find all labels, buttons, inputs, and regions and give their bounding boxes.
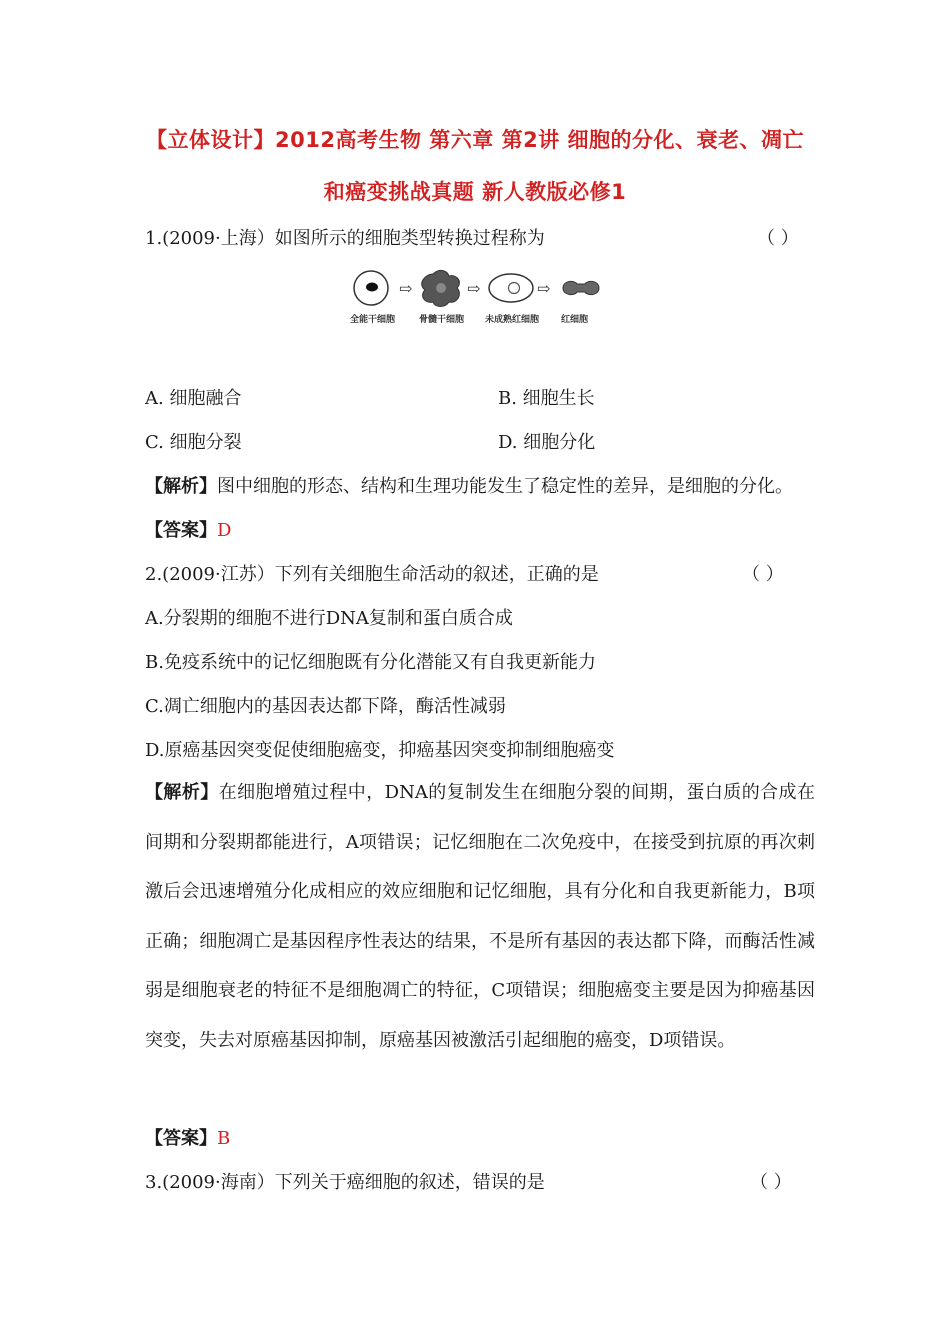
- analysis-tag: 【解析】: [145, 476, 217, 497]
- cell-nucleus-icon: [436, 283, 446, 293]
- answer-tag: 【答案】: [145, 1128, 217, 1149]
- figure-label-immature-red-blood-cell: 未成熟红细胞: [485, 315, 540, 325]
- question-2-option-b: B.免疫系统中的记忆细胞既有分化潜能又有自我更新能力: [145, 652, 596, 673]
- question-2-stem: 2.(2009·江苏）下列有关细胞生命活动的叙述，正确的是: [145, 564, 599, 585]
- cell-nucleus-icon: [366, 283, 378, 292]
- question-1-stem: 1.(2009·上海）如图所示的细胞类型转换过程称为: [145, 228, 545, 249]
- cell-nucleus-icon: [509, 283, 520, 294]
- arrow-icon: ⇨: [399, 279, 413, 298]
- cell-transformation-diagram: [347, 262, 607, 328]
- answer-tag: 【答案】: [145, 520, 217, 541]
- arrow-icon: ⇨: [537, 279, 551, 298]
- analysis-text: 在细胞增殖过程中，DNA的复制发生在细胞分裂的间期，蛋白质的合成在间期和分裂期都能进行，A项错误；记忆细胞在二次免疫中，在接受到抗原的再次刺激后会迅速增殖分化成相应的效应细胞和记忆细胞，具有分化和自我更新能力，B项正确；细胞凋亡是基因程序性表达的结果，不是所有基因的表达都下降，而酶活性减弱是细胞衰老的特征不是细胞凋亡的特征，C项错误；细胞癌变主要是因为抑癌基因突变，失去对原癌基因抑制，原癌基因被激活引起细胞的癌变，D项错误。: [145, 782, 815, 1051]
- question-1-option-d: D. 细胞分化: [498, 432, 596, 453]
- answer-value: D: [217, 520, 232, 541]
- analysis-tag: 【解析】: [145, 782, 219, 803]
- analysis-text: 图中细胞的形态、结构和生理功能发生了稳定性的差异，是细胞的分化。: [217, 476, 793, 497]
- figure-label-red-blood-cell: 红细胞: [561, 315, 589, 325]
- question-2-answer: [145, 1124, 230, 1150]
- question-2-option-c: C.凋亡细胞内的基因表达都下降，酶活性减弱: [145, 696, 506, 717]
- question-1-option-b: B. 细胞生长: [498, 388, 595, 409]
- question-1-option-c: C. 细胞分裂: [145, 432, 242, 453]
- question-1-option-a: A. 细胞融合: [145, 388, 242, 409]
- question-1-answer: [145, 516, 231, 542]
- arrow-icon: ⇨: [467, 279, 481, 298]
- question-2-analysis: [145, 768, 815, 1065]
- question-3-answer-bracket: （ ）: [750, 1172, 792, 1193]
- answer-value: B: [217, 1128, 231, 1149]
- question-2-option-d: D.原癌基因突变促使细胞癌变，抑癌基因突变抑制细胞癌变: [145, 740, 615, 761]
- red-blood-cell-icon: [563, 281, 599, 294]
- question-3-stem: 3.(2009·海南）下列关于癌细胞的叙述，错误的是: [145, 1172, 545, 1193]
- question-1-analysis: [145, 472, 793, 498]
- figure-label-bone-marrow-stem-cell: 骨髓干细胞: [419, 315, 465, 325]
- question-2-option-a: A.分裂期的细胞不进行DNA复制和蛋白质合成: [145, 608, 513, 629]
- question-2-answer-bracket: （ ）: [742, 564, 784, 585]
- figure-label-totipotent-stem-cell: 全能干细胞: [350, 315, 396, 325]
- question-1-answer-bracket: （ ）: [757, 228, 799, 249]
- page-title-line-2: 和癌变挑战真题 新人教版必修1: [323, 180, 627, 204]
- page-title-line-1: 【立体设计】2012高考生物 第六章 第2讲 细胞的分化、衰老、凋亡: [146, 128, 804, 152]
